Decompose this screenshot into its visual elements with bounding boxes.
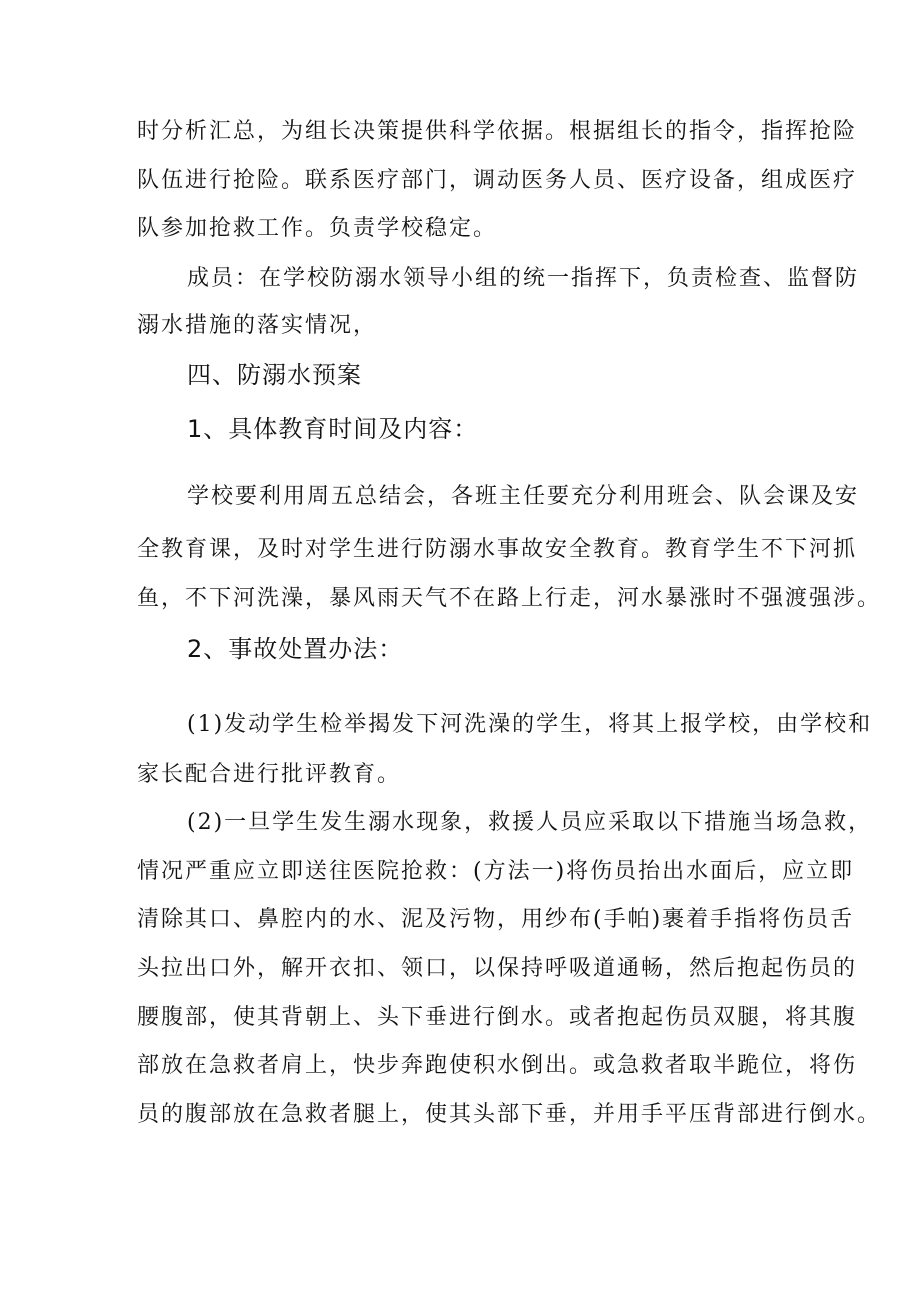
list-item-line: 腰腹部，使其背朝上、头下垂进行倒水。或者抱起伤员双腿，将其腹 xyxy=(137,1005,858,1030)
subsection-heading: 1、具体教育时间及内容： xyxy=(187,415,479,443)
list-item-line: 员的腹部放在急救者腿上，使其头部下垂，并用手平压背部进行倒水。 xyxy=(137,1102,882,1127)
list-item-line: (1)发动学生检举揭发下河洗澡的学生，将其上报学校，由学校和 xyxy=(187,712,873,737)
paragraph-line: 队参加抢救工作。负责学校稳定。 xyxy=(137,216,498,241)
subsection-heading: 2、事故处置办法： xyxy=(187,635,404,663)
list-item-line: 部放在急救者肩上，快步奔跑使积水倒出。或急救者取半跪位，将伤 xyxy=(137,1053,858,1078)
list-item-line: 情况严重应立即送往医院抢救：(方法一)将伤员抬出水面后，应立即 xyxy=(137,859,855,884)
paragraph-line: 鱼，不下河洗澡，暴风雨天气不在路上行走，河水暴涨时不强渡强涉。 xyxy=(137,586,882,611)
paragraph-line: 学校要利用周五总结会，各班主任要充分利用班会、队会课及安 xyxy=(187,484,860,509)
section-heading: 四、防溺水预案 xyxy=(187,361,362,389)
paragraph-line: 全教育课，及时对学生进行防溺水事故安全教育。教育学生不下河抓 xyxy=(137,537,858,562)
paragraph-line: 溺水措施的落实情况， xyxy=(137,313,378,338)
list-item-line: 清除其口、鼻腔内的水、泥及污物，用纱布(手帕)裹着手指将伤员舌 xyxy=(137,907,855,932)
paragraph-line: 时分析汇总，为组长决策提供科学依据。根据组长的指令，指挥抢险 xyxy=(137,119,858,144)
list-item-line: 头拉出口外，解开衣扣、领口，以保持呼吸道通畅，然后抱起伤员的 xyxy=(137,956,858,981)
paragraph-line: 队伍进行抢险。联系医疗部门，调动医务人员、医疗设备，组成医疗 xyxy=(137,168,858,193)
list-item-line: (2)一旦学生发生溺水现象，救援人员应采取以下措施当场急救， xyxy=(187,810,873,835)
paragraph-line: 成员：在学校防溺水领导小组的统一指挥下，负责检查、监督防 xyxy=(187,266,860,291)
list-item-line: 家长配合进行批评教育。 xyxy=(137,762,402,787)
